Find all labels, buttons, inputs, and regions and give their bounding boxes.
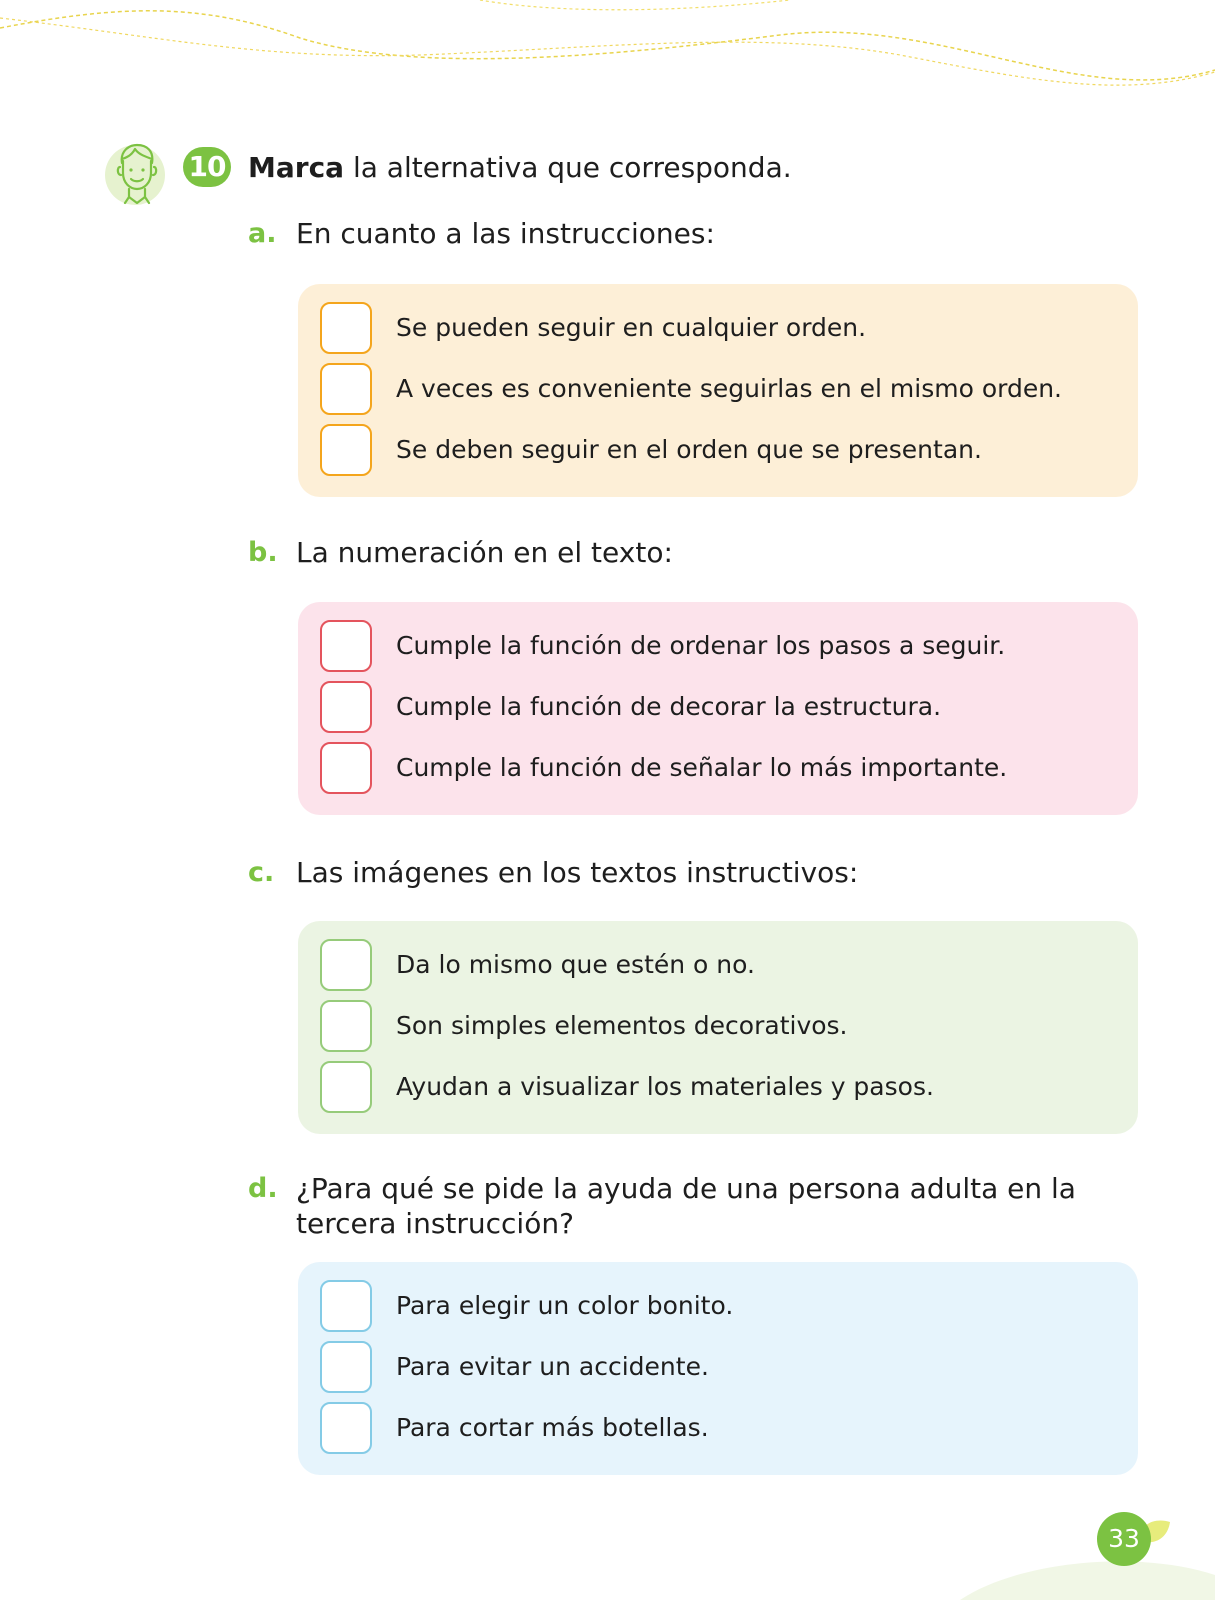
- part-c-label: c.: [248, 857, 275, 888]
- option-checkbox[interactable]: [320, 1341, 372, 1393]
- option-text: Cumple la función de ordenar los pasos a seguir.: [396, 631, 1006, 660]
- option-checkbox[interactable]: [320, 1000, 372, 1052]
- option-row[interactable]: [320, 363, 1120, 417]
- part-d-prompt: ¿Para qué se pide la ayuda de una persona adulta en la tercera instrucción?: [296, 1172, 1076, 1240]
- part-b-prompt: La numeración en el texto:: [296, 536, 673, 569]
- option-row[interactable]: [320, 302, 1120, 356]
- option-row[interactable]: [320, 1000, 1120, 1054]
- option-checkbox[interactable]: [320, 1402, 372, 1454]
- option-text: Para cortar más botellas.: [396, 1413, 709, 1442]
- option-checkbox[interactable]: [320, 742, 372, 794]
- part-d-options-panel: [298, 1262, 1138, 1475]
- part-b-label: b.: [248, 537, 278, 568]
- option-checkbox[interactable]: [320, 363, 372, 415]
- option-checkbox[interactable]: [320, 424, 372, 476]
- part-d-label: d.: [248, 1173, 278, 1204]
- option-checkbox[interactable]: [320, 1061, 372, 1113]
- option-checkbox[interactable]: [320, 939, 372, 991]
- option-row[interactable]: [320, 1061, 1120, 1115]
- instruction-rest: la alternativa que corresponda.: [344, 151, 792, 184]
- option-text: Para elegir un color bonito.: [396, 1291, 734, 1320]
- decorative-wave-lines: [0, 0, 1215, 110]
- option-text: Cumple la función de decorar la estructura.: [396, 692, 942, 721]
- student-avatar-icon: [105, 145, 165, 205]
- option-text: Se pueden seguir en cualquier orden.: [396, 313, 867, 342]
- option-checkbox[interactable]: [320, 302, 372, 354]
- part-a-label: a.: [248, 218, 277, 249]
- option-row[interactable]: [320, 424, 1120, 478]
- decorative-corner-shape: [960, 1555, 1215, 1600]
- part-a-options-panel: [298, 284, 1138, 497]
- part-c-prompt: Las imágenes en los textos instructivos:: [296, 856, 859, 889]
- option-row[interactable]: [320, 939, 1120, 993]
- option-checkbox[interactable]: [320, 1280, 372, 1332]
- part-c-options-panel: [298, 921, 1138, 1134]
- option-text: Se deben seguir en el orden que se presentan.: [396, 435, 982, 464]
- question-instruction: [248, 150, 792, 186]
- option-row[interactable]: [320, 681, 1120, 735]
- part-b-options-panel: [298, 602, 1138, 815]
- option-checkbox[interactable]: [320, 620, 372, 672]
- option-row[interactable]: [320, 1280, 1120, 1334]
- option-row[interactable]: [320, 1402, 1120, 1456]
- option-row[interactable]: [320, 1341, 1120, 1395]
- option-text: A veces es conveniente seguirlas en el mismo orden.: [396, 374, 1063, 403]
- part-a-prompt: En cuanto a las instrucciones:: [296, 217, 715, 250]
- option-row[interactable]: [320, 742, 1120, 796]
- option-text: Son simples elementos decorativos.: [396, 1011, 848, 1040]
- option-text: Da lo mismo que estén o no.: [396, 950, 755, 979]
- option-checkbox[interactable]: [320, 681, 372, 733]
- option-text: Ayudan a visualizar los materiales y pasos.: [396, 1072, 934, 1101]
- option-text: Para evitar un accidente.: [396, 1352, 709, 1381]
- page-number: 33: [1097, 1512, 1151, 1566]
- instruction-verb: Marca: [248, 151, 345, 184]
- question-number-badge: 10: [183, 147, 231, 187]
- option-text: Cumple la función de señalar lo más importante.: [396, 753, 1008, 782]
- option-row[interactable]: [320, 620, 1120, 674]
